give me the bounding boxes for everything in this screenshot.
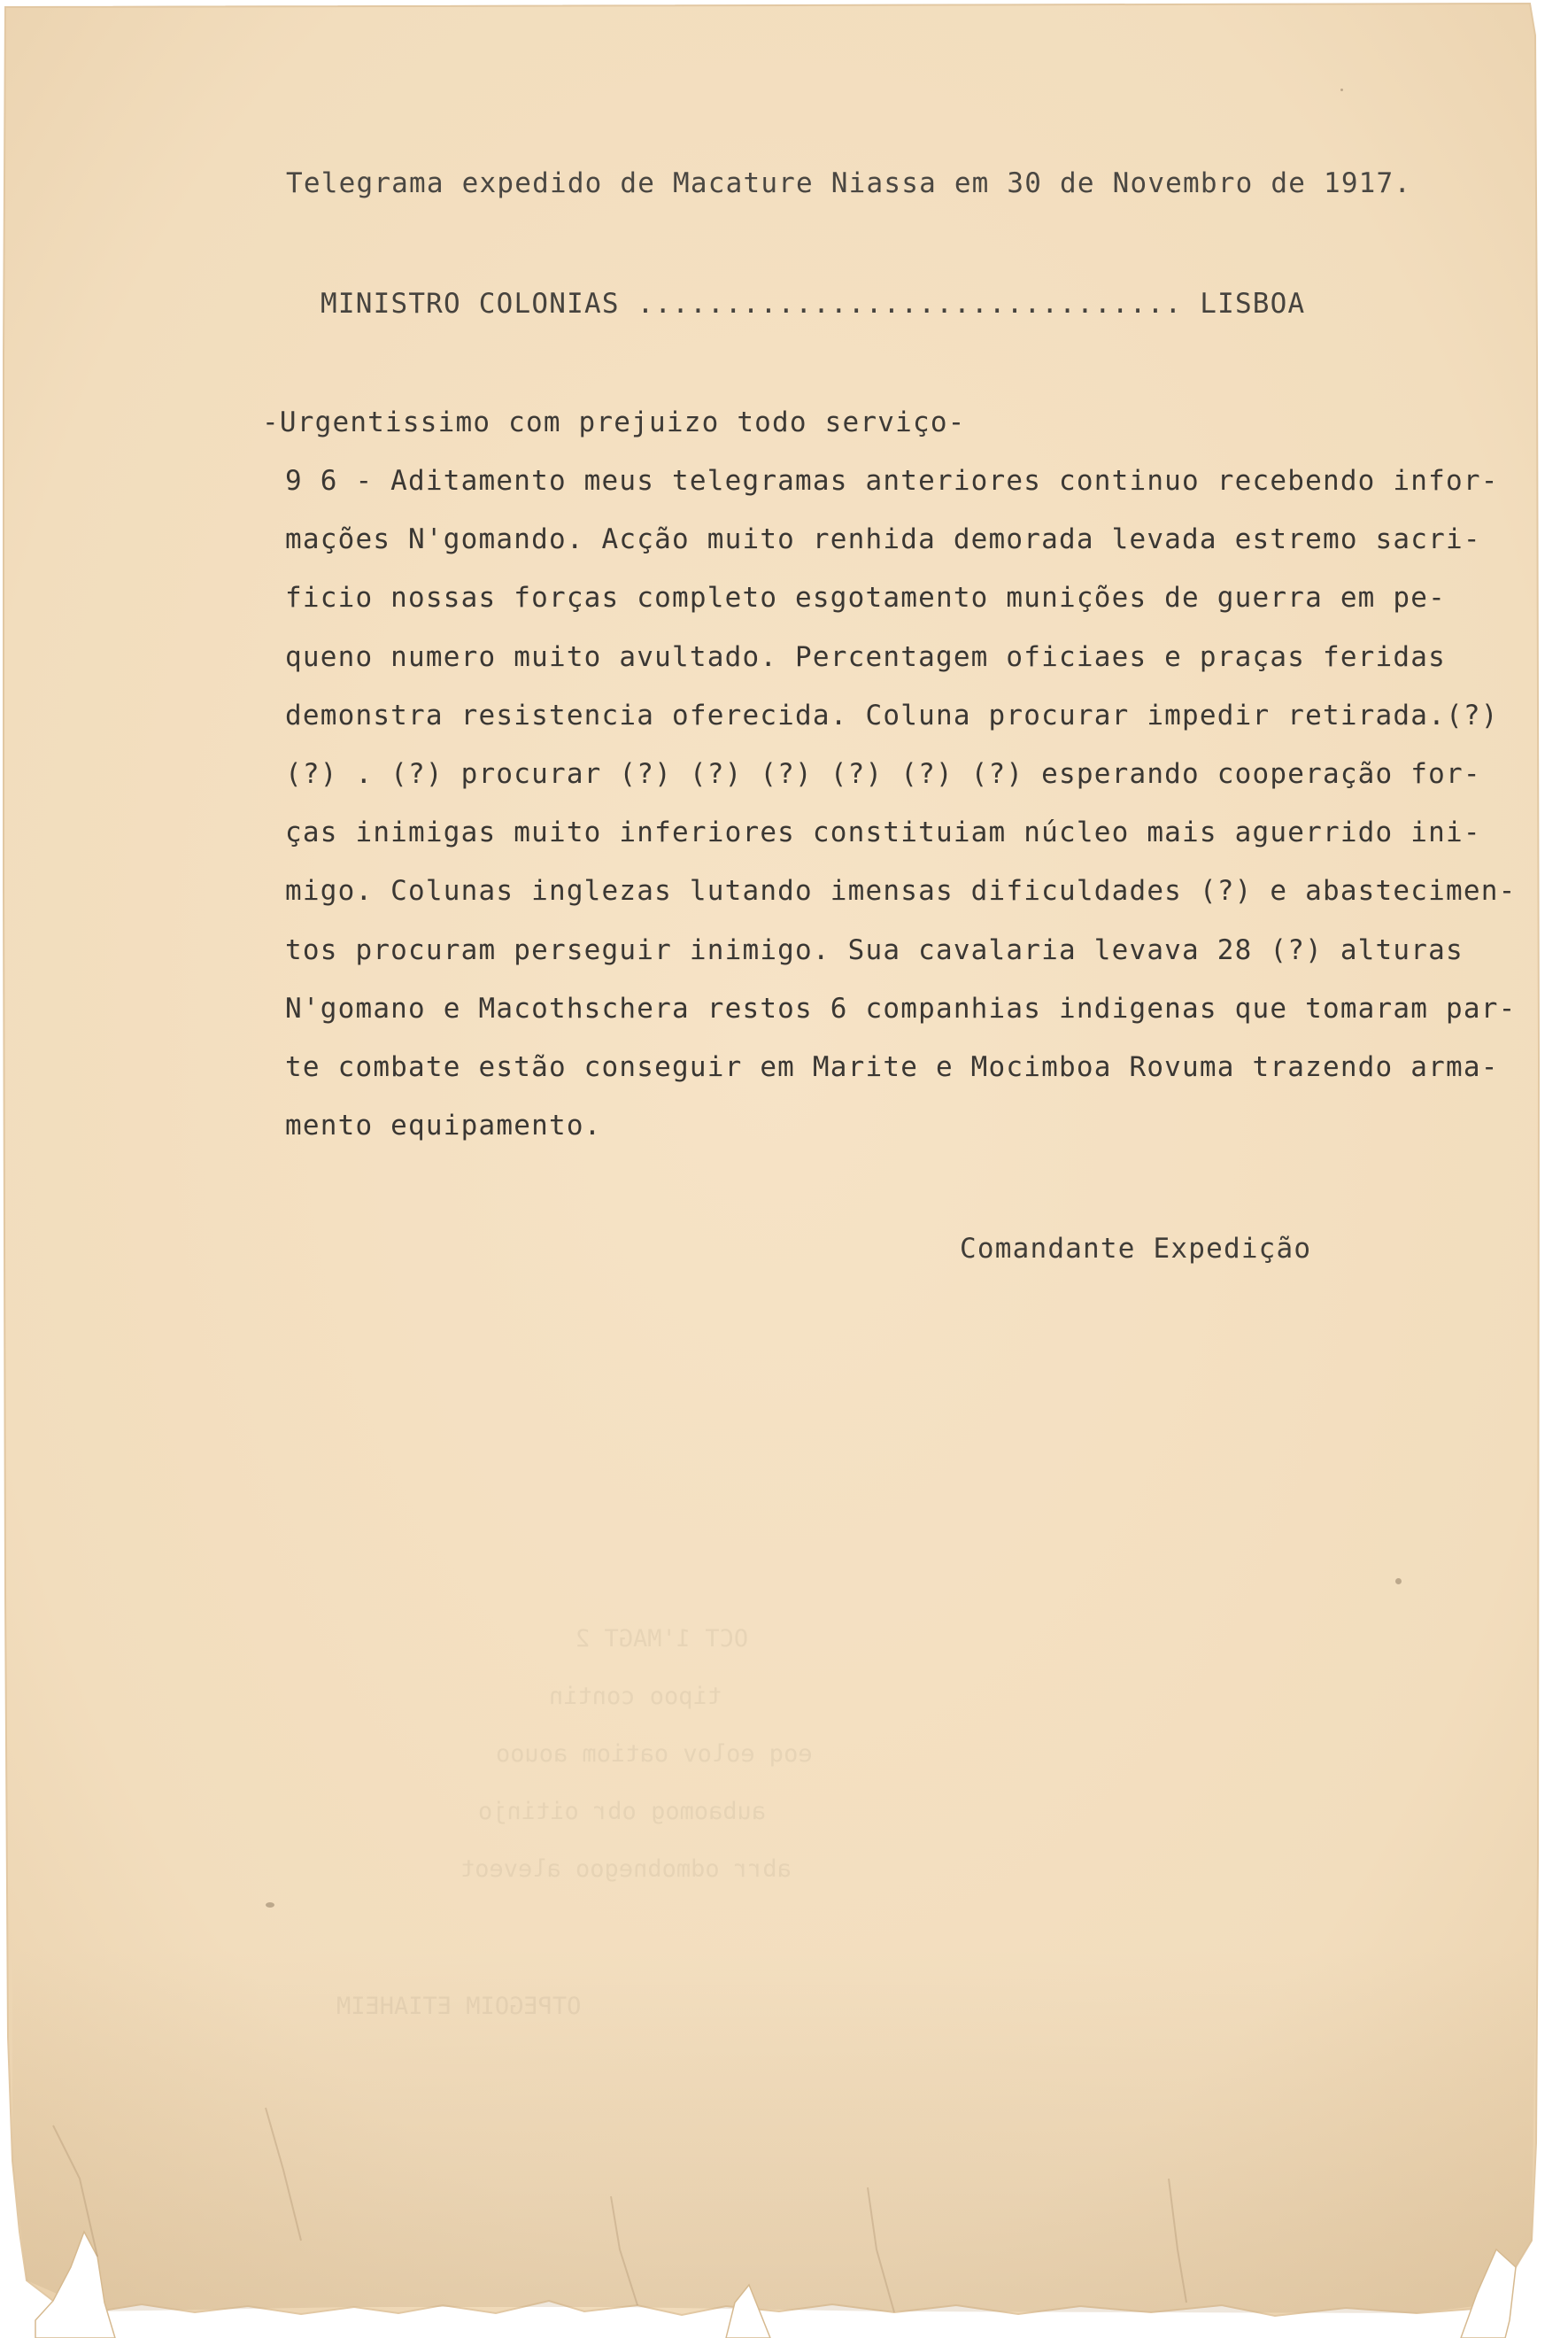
- body-line: migo. Colunas inglezas lutando imensas dificuldades (?) e abastecimen-: [285, 875, 1517, 908]
- body-line: mações N'gomando. Acção muito renhida demorada levada estremo sacri-: [285, 523, 1481, 556]
- bleed-through-text: tipoo contin: [549, 1683, 722, 1710]
- signature-line: Comandante Expedição: [960, 1233, 1312, 1265]
- address-leader-dots: ...............................: [637, 288, 1183, 320]
- ink-speck: [266, 1902, 274, 1908]
- body-line: mento equipamento.: [285, 1110, 602, 1142]
- body-line: queno numero muito avultado. Percentagem oficiaes e praças feridas: [285, 640, 1446, 673]
- bleed-through-text: aubaomog obr oitinjo: [478, 1798, 767, 1825]
- body-line: tos procuram perseguir inimigo. Sua cavalaria levava 28 (?) alturas: [285, 933, 1464, 966]
- address-city: LISBOA: [1200, 288, 1306, 320]
- bleed-through-text: OTPEGOIM ETIAHEIM: [336, 1993, 582, 2020]
- ink-speck: [1395, 1578, 1402, 1584]
- address-line: [321, 290, 1305, 318]
- body-line: 9 6 - Aditamento meus telegramas anteriores continuo recebendo infor-: [285, 465, 1499, 497]
- bleed-through-text: eoq eolov oatiom aouoo: [496, 1740, 813, 1768]
- body-line: (?) . (?) procurar (?) (?) (?) (?) (?) (?) esperando cooperação for-: [285, 757, 1481, 790]
- ink-speck: [1340, 89, 1343, 91]
- message-body: [285, 465, 1525, 1171]
- body-line: te combate estão conseguir em Marite e Mocimboa Rovuma trazendo arma-: [285, 1050, 1499, 1083]
- telegram-heading: Telegrama expedido de Macature Niassa em 30 de Novembro de 1917.: [286, 167, 1412, 199]
- bleed-through-text: abrr odmobnegoo aleveot: [460, 1855, 792, 1883]
- body-line: ças inimigas muito inferiores constituiam núcleo mais aguerrido ini-: [285, 817, 1481, 849]
- body-line: demonstra resistencia oferecida. Coluna procurar impedir retirada.(?): [285, 699, 1499, 732]
- body-line: ficio nossas forças completo esgotamento munições de guerra em pe-: [285, 582, 1446, 615]
- priority-line: -Urgentissimo com prejuizo todo serviço-: [262, 406, 966, 438]
- bleed-through-text: OCT 1'MAGT 2: [575, 1625, 749, 1653]
- address-recipient: MINISTRO COLONIAS: [321, 288, 620, 320]
- body-line: N'gomano e Macothschera restos 6 companhias indigenas que tomaram par-: [285, 992, 1517, 1025]
